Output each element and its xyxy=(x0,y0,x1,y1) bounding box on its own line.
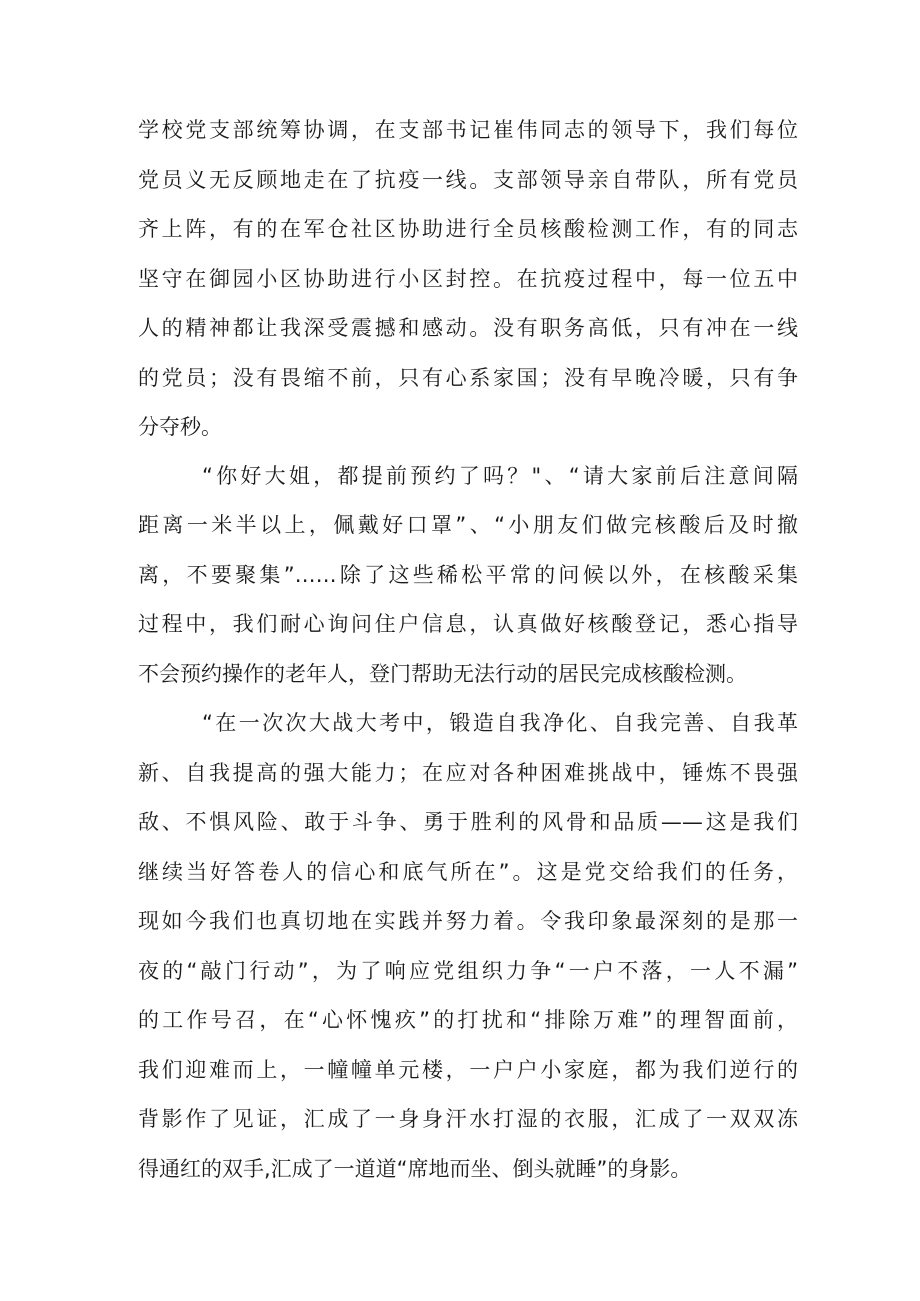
paragraph-line: 得通红的双手,汇成了一道道“席地而坐、倒头就睡”的身影。 xyxy=(138,1157,692,1181)
paragraph-line: 过程中，我们耐心询问住户信息，认真做好核酸登记，悉心指导 xyxy=(138,612,798,636)
paragraph-line: 我们迎难而上，一幢幢单元楼，一户户小家庭，都为我们逆行的 xyxy=(138,1058,798,1082)
paragraph-line: “在一次次大战大考中，锻造自我净化、自我完善、自我革 xyxy=(202,711,798,735)
paragraph-line: 不会预约操作的老年人，登门帮助无法行动的居民完成核酸检测。 xyxy=(138,662,747,686)
paragraph-line: 新、自我提高的强大能力；在应对各种困难挑战中，锤炼不畏强 xyxy=(138,761,798,785)
paragraph-line: 人的精神都让我深受震撼和感动。没有职务高低，只有冲在一线 xyxy=(138,316,798,340)
paragraph-line: 党员义无反顾地走在了抗疫一线。支部领导亲自带队，所有党员 xyxy=(138,168,798,192)
paragraph-line: 背影作了见证，汇成了一身身汗水打湿的衣服，汇成了一双双冻 xyxy=(138,1107,798,1131)
paragraph-line: 的党员；没有畏缩不前，只有心系家国；没有早晚冷暖，只有争 xyxy=(138,366,798,390)
paragraph-line: 现如今我们也真切地在实践并努力着。令我印象最深刻的是那一 xyxy=(138,909,798,933)
paragraph-line: 的工作号召，在“心怀愧疚”的打扰和“排除万难”的理智面前， xyxy=(138,1008,798,1032)
paragraph-line: “你好大姐，都提前预约了吗？"、“请大家前后注意间隔 xyxy=(202,464,798,488)
paragraph-line: 继续当好答卷人的信心和底气所在”。这是党交给我们的任务， xyxy=(138,860,798,884)
paragraph-line: 分夺秒。 xyxy=(138,415,222,439)
paragraph-line: 敌、不惧风险、敢于斗争、勇于胜利的风骨和品质——这是我们 xyxy=(138,810,798,834)
paragraph-line: 离，不要聚集”……除了这些稀松平常的问候以外，在核酸采集 xyxy=(138,563,798,587)
paragraph-line: 齐上阵，有的在军仓社区协助进行全员核酸检测工作，有的同志 xyxy=(138,217,798,241)
paragraph-line: 学校党支部统筹协调，在支部书记崔伟同志的领导下，我们每位 xyxy=(138,118,798,142)
paragraph-line: 坚守在御园小区协助进行小区封控。在抗疫过程中，每一位五中 xyxy=(138,267,798,291)
paragraph-line: 距离一米半以上，佩戴好口罩”、“小朋友们做完核酸后及时撤 xyxy=(138,513,798,537)
paragraph-line: 夜的“敲门行动”，为了响应党组织力争“一户不落，一人不漏” xyxy=(138,959,798,983)
